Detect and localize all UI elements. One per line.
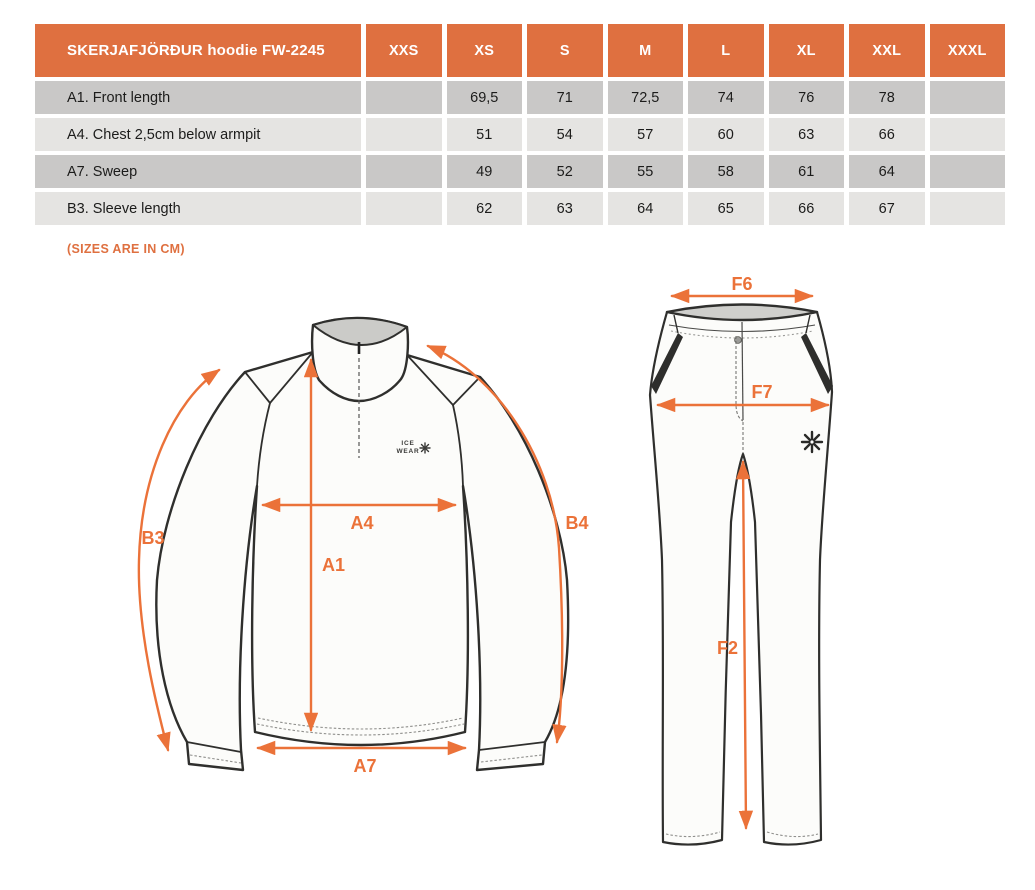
table-cell: 58 bbox=[688, 155, 764, 188]
table-cell bbox=[366, 192, 442, 225]
table-cell bbox=[930, 81, 1006, 114]
row-label: A4. Chest 2,5cm below armpit bbox=[35, 118, 361, 151]
size-chart-table bbox=[35, 24, 1005, 225]
label-f7: F7 bbox=[751, 382, 773, 402]
table-cell bbox=[930, 118, 1006, 151]
label-a1: A1 bbox=[322, 555, 346, 575]
col-header-m: M bbox=[608, 24, 684, 77]
table-cell: 61 bbox=[769, 155, 845, 188]
table-cell bbox=[930, 155, 1006, 188]
table-cell: 67 bbox=[849, 192, 925, 225]
col-header-xs: XS bbox=[447, 24, 523, 77]
table-cell: 54 bbox=[527, 118, 603, 151]
label-b3: B3 bbox=[141, 528, 165, 548]
table-cell bbox=[366, 118, 442, 151]
pants-outline bbox=[650, 312, 832, 845]
table-cell: 71 bbox=[527, 81, 603, 114]
table-cell: 60 bbox=[688, 118, 764, 151]
table-cell: 65 bbox=[688, 192, 764, 225]
table-cell: 72,5 bbox=[608, 81, 684, 114]
sizes-unit-note: (SIZES ARE IN CM) bbox=[67, 242, 185, 256]
logo-text-line2: WEAR bbox=[396, 448, 420, 455]
table-cell: 78 bbox=[849, 81, 925, 114]
row-label: A7. Sweep bbox=[35, 155, 361, 188]
table-cell: 62 bbox=[447, 192, 523, 225]
label-a4: A4 bbox=[350, 513, 374, 533]
col-header-xxl: XXL bbox=[849, 24, 925, 77]
label-f2: F2 bbox=[716, 638, 738, 658]
label-f6: F6 bbox=[731, 274, 753, 294]
col-header-s: S bbox=[527, 24, 603, 77]
table-cell: 64 bbox=[608, 192, 684, 225]
col-header-xxs: XXS bbox=[366, 24, 442, 77]
table-cell bbox=[366, 155, 442, 188]
label-b4: B4 bbox=[565, 513, 589, 533]
col-header-l: L bbox=[688, 24, 764, 77]
row-label: A1. Front length bbox=[35, 81, 361, 114]
table-cell bbox=[930, 192, 1006, 225]
table-cell: 66 bbox=[769, 192, 845, 225]
row-label: B3. Sleeve length bbox=[35, 192, 361, 225]
col-header-xxxl: XXXL bbox=[930, 24, 1006, 77]
table-cell: 57 bbox=[608, 118, 684, 151]
table-cell: 76 bbox=[769, 81, 845, 114]
table-cell: 63 bbox=[527, 192, 603, 225]
table-cell: 63 bbox=[769, 118, 845, 151]
table-cell: 52 bbox=[527, 155, 603, 188]
table-cell: 55 bbox=[608, 155, 684, 188]
hoodie-outline bbox=[156, 352, 568, 770]
table-cell: 51 bbox=[447, 118, 523, 151]
logo-text-line1: ICE bbox=[401, 440, 415, 447]
col-header-xl: XL bbox=[769, 24, 845, 77]
snowflake-icon bbox=[802, 432, 822, 452]
arrow-f2 bbox=[743, 462, 746, 828]
table-cell: 74 bbox=[688, 81, 764, 114]
table-cell: 64 bbox=[849, 155, 925, 188]
table-cell: 49 bbox=[447, 155, 523, 188]
pants-measurement-diagram bbox=[612, 270, 862, 880]
hoodie-measurement-diagram bbox=[115, 280, 615, 800]
label-a7: A7 bbox=[353, 756, 377, 776]
table-cell: 69,5 bbox=[447, 81, 523, 114]
product-title: SKERJAFJÖRÐUR hoodie FW-2245 bbox=[35, 24, 361, 77]
snowflake-icon bbox=[420, 443, 430, 453]
table-cell: 66 bbox=[849, 118, 925, 151]
table-cell bbox=[366, 81, 442, 114]
